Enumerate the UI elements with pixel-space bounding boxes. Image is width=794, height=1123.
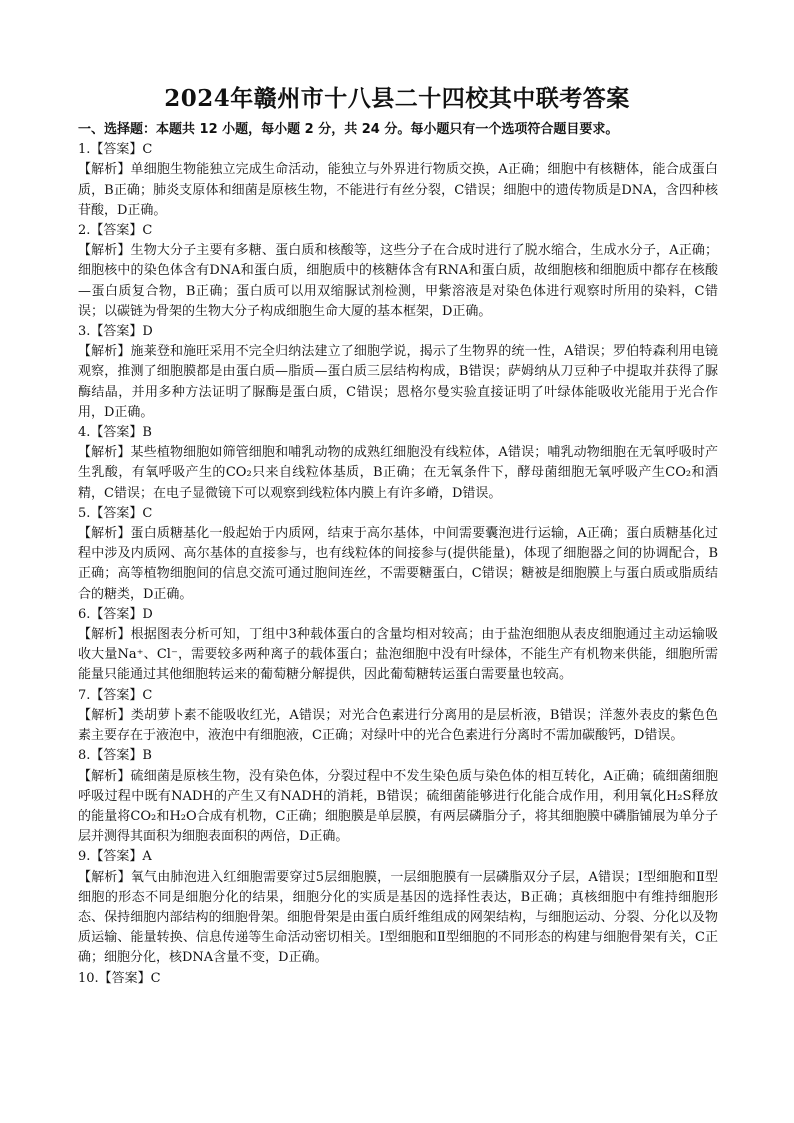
analysis-6: 【解析】根据图表分析可知，丁组中3种载体蛋白的含量均相对较高；由于盐泡细胞从表皮细胞通过主动运输吸收大量Na⁺、Cl⁻，需要较多两种离子的载体蛋白；盐泡细胞中没有叶绿体，不能生产有机物来供能，细胞所需能量只能通过其他细胞转运来的葡萄糖分解提供，因此葡萄糖转运蛋白需要量也较高。: [78, 627, 718, 683]
answer-line-9: 9.【答案】A: [78, 849, 152, 865]
analysis-5: 【解析】蛋白质糖基化一般起始于内质网，结束于高尔基体，中间需要囊泡进行运输，A正确；蛋白质糖基化过程中涉及内质网、高尔基体的直接参与，也有线粒体的间接参与(提供能量)，体现了细胞器之间的协调配合，B正确；高等植物细胞间的信息交流可通过胞间连丝，不需要糖蛋白，C错误；糖被是细胞膜上与蛋白质或脂质结合的糖类，D正确。: [78, 526, 718, 602]
answer-line-10: 10.【答案】C: [78, 970, 161, 986]
answer-line-8: 8.【答案】B: [78, 748, 152, 764]
answer-content: [78, 120, 718, 989]
answer-line-1: 1.【答案】C: [78, 142, 153, 158]
answer-line-5: 5.【答案】C: [78, 505, 153, 521]
document-title: 2024年赣州市十八县二十四校其中联考答案: [164, 85, 630, 112]
analysis-8: 【解析】硫细菌是原核生物，没有染色体，分裂过程中不发生染色质与染色体的相互转化，A正确；硫细菌细胞呼吸过程中既有NADH的产生又有NADH的消耗，B错误；硫细菌能够进行化能合成作用，利用氧化H₂S释放的能量将CO₂和H₂O合成有机物，C正确；细胞膜是单层膜，有两层磷脂分子，将其细胞膜中磷脂铺展为单分子层并测得其面积为细胞表面积的两倍，D正确。: [78, 768, 718, 845]
analysis-2: 【解析】生物大分子主要有多糖、蛋白质和核酸等，这些分子在合成时进行了脱水缩合，生成水分子，A正确；细胞核中的染色体含有DNA和蛋白质，细胞质中的核糖体含有RNA和蛋白质，故细胞核和细胞质中都存在核酸—蛋白质复合物，B正确；蛋白质可以用双缩脲试剂检测，甲紫溶液是对染色体进行观察时所用的染料，C错误；以碳链为骨架的生物大分子构成细胞生命大厦的基本框架，D正确。: [78, 243, 718, 319]
analysis-3: 【解析】施莱登和施旺采用不完全归纳法建立了细胞学说，揭示了生物界的统一性，A错误；罗伯特森利用电镜观察，推测了细胞膜都是由蛋白质—脂质—蛋白质三层结构构成，B错误；萨姆纳从刀豆种子中提取并获得了脲酶结晶，并用多种方法证明了脲酶是蛋白质，C错误；恩格尔曼实验直接证明了叶绿体能吸收光能用于光合作用，D正确。: [78, 344, 718, 420]
answer-line-7: 7.【答案】C: [78, 687, 153, 703]
analysis-4: 【解析】某些植物细胞如筛管细胞和哺乳动物的成熟红细胞没有线粒体，A错误；哺乳动物细胞在无氧呼吸时产生乳酸，有氧呼吸产生的CO₂只来自线粒体基质，B正确；在无氧条件下，酵母菌细胞无氧呼吸产生CO₂和酒精，C错误；在电子显微镜下可以观察到线粒体内膜上有许多嵴，D错误。: [78, 445, 718, 501]
analysis-1: 【解析】单细胞生物能独立完成生命活动，能独立与外界进行物质交换，A正确；细胞中有核糖体，能合成蛋白质，B正确；肺炎支原体和细菌是原核生物，不能进行有丝分裂，C错误；细胞中的遗传物质是DNA，含四种核苷酸，D正确。: [78, 162, 718, 218]
analysis-7: 【解析】类胡萝卜素不能吸收红光，A错误；对光合色素进行分离用的是层析液，B错误；洋葱外表皮的紫色色素主要存在于液泡中，液泡中有细胞液，C正确；对绿叶中的光合色素进行分离时不需加碳酸钙，D错误。: [78, 707, 718, 744]
answer-line-2: 2.【答案】C: [78, 223, 153, 239]
section-heading: 一、选择题：本题共 12 小题，每小题 2 分，共 24 分。每小题只有一个选项符合题目要求。: [78, 122, 619, 137]
answer-line-4: 4.【答案】B: [78, 425, 152, 441]
answer-line-6: 6.【答案】D: [78, 606, 153, 622]
analysis-9: 【解析】氧气由肺泡进入红细胞需要穿过5层细胞膜，一层细胞膜有一层磷脂双分子层，A错误；Ⅰ型细胞和Ⅱ型细胞的形态不同是细胞分化的结果，细胞分化的实质是基因的选择性表达，B正确；真核细胞中有维持细胞形态、保持细胞内部结构的细胞骨架。细胞骨架是由蛋白质纤维组成的网架结构，与细胞运动、分裂、分化以及物质运输、能量转换、信息传递等生命活动密切相关。Ⅰ型细胞和Ⅱ型细胞的不同形态的构建与细胞骨架有关，C正确；细胞分化，核DNA含量不变，D正确。: [78, 869, 718, 966]
answer-line-3: 3.【答案】D: [78, 324, 153, 340]
